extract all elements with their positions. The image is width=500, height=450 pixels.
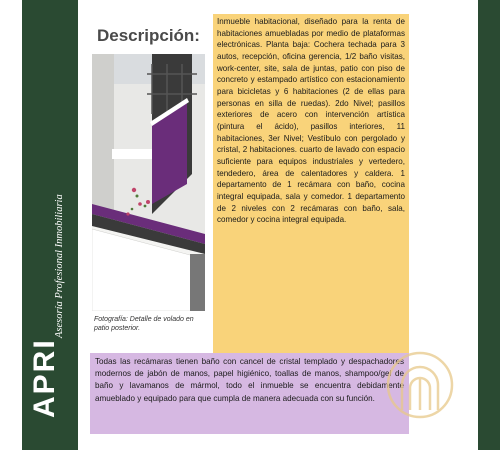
brand-tagline: Asesoría Profesional Inmobiliaria — [54, 194, 65, 338]
description-text: Inmueble habitacional, diseñado para la renta de habitaciones amuebladas por medio de plataformas electrónicas. Planta baja: Cochera techada para 3 autos, recepción, oficina gerencia, 1/2 baño visitas, work-center, site, sala de juntas, patio con piso de concreto y estampado artístico con estacionamiento para bicicletas y 6 habitaciones (2 de ellas para personas en silla de ruedas). 2do Nivel; pasillos exteriores de acero con intervención artística (pintura el ácido), pasillos interiores, 11 habitaciones, 3er Nivel; Vestíbulo con pergolado y cristal, 2 habitaciones. cuarto de lavado con espacio suficiente para equipos industriales y vertedero, tendedero, área de calentadores y caldera. 1 departamento de 1 recámara con baño, cocina integral equipada, sala y comedor. 1 departamento de 2 niveles con 2 recámaras con baño, sala, comedor y cocina integral equipada. — [217, 17, 405, 225]
amenities-note-text: Todas las recámaras tienen baño con cancel de cristal templado y despachadores modernos de jabón de manos, papel higiénico, toallas de manos, shampoo/gel de baño y lavamanos de mármol, todo el inmueble se encuentra debidamente amueblado y equipado para que cumpla de manera adecuada con su función. — [95, 357, 404, 403]
logo-watermark-icon — [380, 340, 460, 430]
brand-block — [22, 0, 78, 450]
amenities-note-box — [90, 353, 409, 434]
building-photo — [92, 54, 205, 311]
building-photo-illustration — [92, 54, 205, 311]
section-title: Descripción: — [97, 26, 200, 45]
brand-name: APRI — [28, 338, 61, 418]
description-box — [213, 14, 409, 354]
photo-caption: Fotografía: Detalle de volado en patio posterior. — [94, 316, 194, 333]
right-band — [478, 0, 500, 450]
